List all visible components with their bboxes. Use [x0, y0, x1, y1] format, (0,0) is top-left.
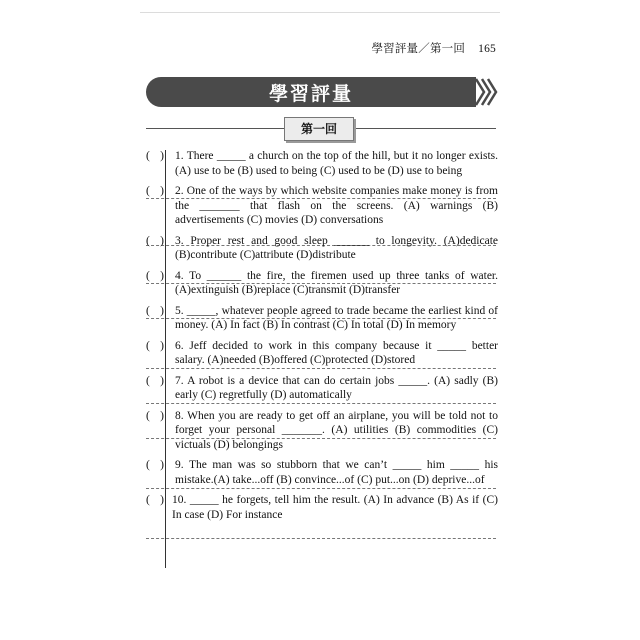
question-text: 7. A robot is a device that can do certain jobs _____. (A) sadly (B) early (C) regretfully (D) automatically [175, 374, 498, 401]
question-divider [146, 538, 496, 539]
answer-blank[interactable]: ( ) [146, 269, 164, 282]
title-banner [146, 77, 476, 107]
answer-blank[interactable]: ( ) [146, 459, 164, 471]
top-edge-rule [140, 12, 500, 13]
question-item [146, 184, 498, 228]
question-item [146, 149, 498, 178]
section-rule-right [356, 128, 496, 129]
answer-blank[interactable]: ( ) [146, 374, 164, 387]
answer-blank[interactable]: ( ) [146, 494, 164, 506]
question-text: 4. To ______ the fire, the firemen used up three tanks of water. (A)extinguish (B)replace (C)transmit (D)transfer [175, 269, 498, 296]
question-item [146, 409, 498, 453]
page-number: 165 [478, 43, 496, 55]
question-item [146, 374, 498, 403]
section-rule-left [146, 128, 284, 129]
question-text: 10. _____ he forgets, tell him the result. (A) In advance (B) As if (C) In case (D) For instance [172, 494, 498, 521]
question-text: 8. When you are ready to get off an airplane, you will be told not to forget your personal _______. (A) utilities (B) commodities (C) victuals (D) belongings [175, 409, 498, 451]
answer-blank[interactable]: ( ) [146, 304, 164, 317]
banner-chevrons-icon [474, 77, 498, 107]
banner-title: 學習評量 [268, 83, 353, 105]
section-label: 第一回 [284, 117, 354, 141]
question-text: 2. One of the ways by which website companies make money is from the _______ that flash on the screens. (A) warnings (B) advertisements (C) movies (D) conversations [175, 185, 498, 226]
answer-blank[interactable]: ( ) [146, 409, 164, 422]
question-text: 5. _____, whatever people agreed to trade became the earliest kind of money. (A) In fact (B) In contrast (C) In total (D) In memory [175, 304, 498, 331]
question-item [146, 269, 498, 298]
answer-blank[interactable]: ( ) [146, 185, 164, 197]
question-text: 9. The man was so stubborn that we can’t _____ him _____ his mistake.(A) take...off (B) convince...of (C) put...on (D) deprive...of [175, 459, 498, 486]
question-text: 3. Proper rest and good sleep ______ to longevity. (A)dedicate (B)contribute (C)attribute (D)distribute [175, 234, 498, 261]
question-item [146, 304, 498, 333]
running-header [371, 40, 496, 56]
question-list [146, 149, 498, 522]
question-text: 1. There _____ a church on the top of the hill, but it no longer exists. (A) use to be (B) used to being (C) used to be (D) use to being [175, 150, 498, 177]
answer-blank[interactable]: ( ) [146, 150, 164, 162]
question-text: 6. Jeff decided to work in this company because it _____ better salary. (A)needed (B)offered (C)protected (D)stored [175, 339, 498, 366]
question-item [146, 234, 498, 263]
running-title: 學習評量／第一回 [371, 43, 466, 55]
question-item [146, 458, 498, 487]
question-item [146, 493, 498, 522]
answer-blank[interactable]: ( ) [146, 234, 164, 247]
question-item [146, 339, 498, 368]
answer-blank[interactable]: ( ) [146, 339, 164, 352]
